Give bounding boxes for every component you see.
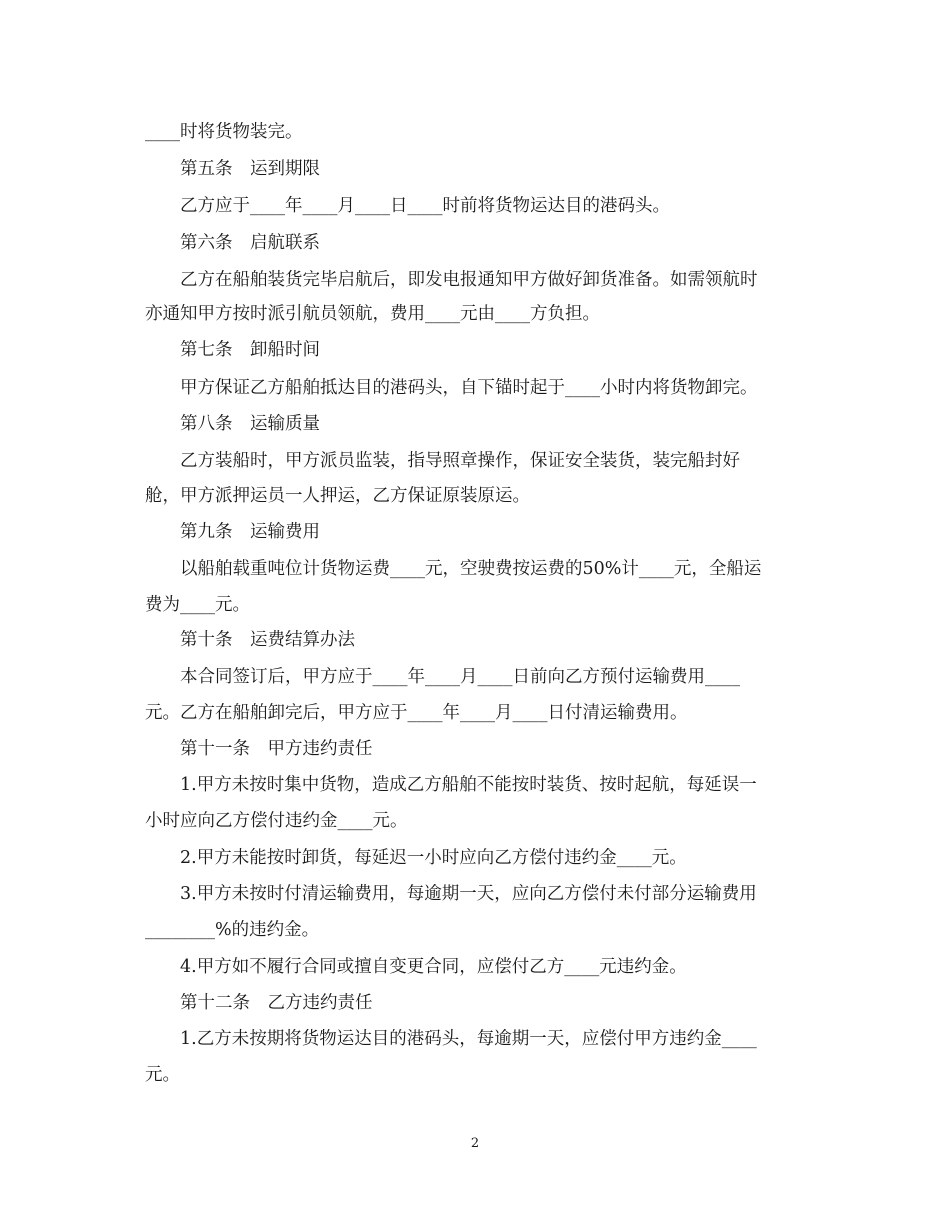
- text-line: 4.甲方如不履行合同或擅自变更合同，应偿付乙方____元违约金。: [180, 957, 687, 977]
- article-heading: 第九条 运输费用: [180, 522, 320, 542]
- article-heading: 第十二条 乙方违约责任: [180, 993, 373, 1013]
- text-line: ________%的违约金。: [145, 920, 320, 940]
- article-heading: 第十一条 甲方违约责任: [180, 739, 373, 759]
- article-heading: 第五条 运到期限: [180, 159, 320, 179]
- text-line: 费为____元。: [145, 595, 250, 615]
- text-line: 1.甲方未按时集中货物，造成乙方船舶不能按时装货、按时起航，每延误一: [180, 775, 757, 795]
- text-line: 亦通知甲方按时派引航员领航，费用____元由____方负担。: [145, 304, 600, 324]
- text-line: 本合同签订后，甲方应于____年____月____日前向乙方预付运输费用____: [180, 667, 740, 687]
- text-line: 甲方保证乙方船舶抵达目的港码头，自下锚时起于____小时内将货物卸完。: [180, 378, 758, 398]
- text-line: 3.甲方未按时付清运输费用，每逾期一天，应向乙方偿付未付部分运输费用: [180, 884, 757, 904]
- text-line: 元。: [145, 1065, 180, 1085]
- text-line: ____时将货物装完。: [145, 122, 303, 142]
- text-line: 舱，甲方派押运员一人押运，乙方保证原装原运。: [145, 486, 530, 506]
- page-number: 2: [470, 1136, 480, 1151]
- text-line: 2.甲方未能按时卸货，每延迟一小时应向乙方偿付违约金____元。: [180, 848, 687, 868]
- text-line: 以船舶载重吨位计货物运费____元，空驶费按运费的50%计____元，全船运: [180, 559, 762, 579]
- text-line: 乙方应于____年____月____日____时前将货物运达目的港码头。: [180, 196, 670, 216]
- article-heading: 第六条 启航联系: [180, 233, 320, 253]
- text-line: 元。乙方在船舶卸完后，甲方应于____年____月____日付清运输费用。: [145, 703, 688, 723]
- article-heading: 第十条 运费结算办法: [180, 630, 355, 650]
- article-heading: 第七条 卸船时间: [180, 340, 320, 360]
- text-line: 小时应向乙方偿付违约金____元。: [145, 811, 408, 831]
- text-line: 乙方装船时，甲方派员监装，指导照章操作，保证安全装货，装完船封好: [180, 451, 740, 471]
- text-line: 1.乙方未按期将货物运达目的港码头，每逾期一天，应偿付甲方违约金____: [180, 1029, 757, 1049]
- article-heading: 第八条 运输质量: [180, 414, 320, 434]
- text-line: 乙方在船舶装货完毕启航后，即发电报通知甲方做好卸货准备。如需领航时: [180, 270, 758, 290]
